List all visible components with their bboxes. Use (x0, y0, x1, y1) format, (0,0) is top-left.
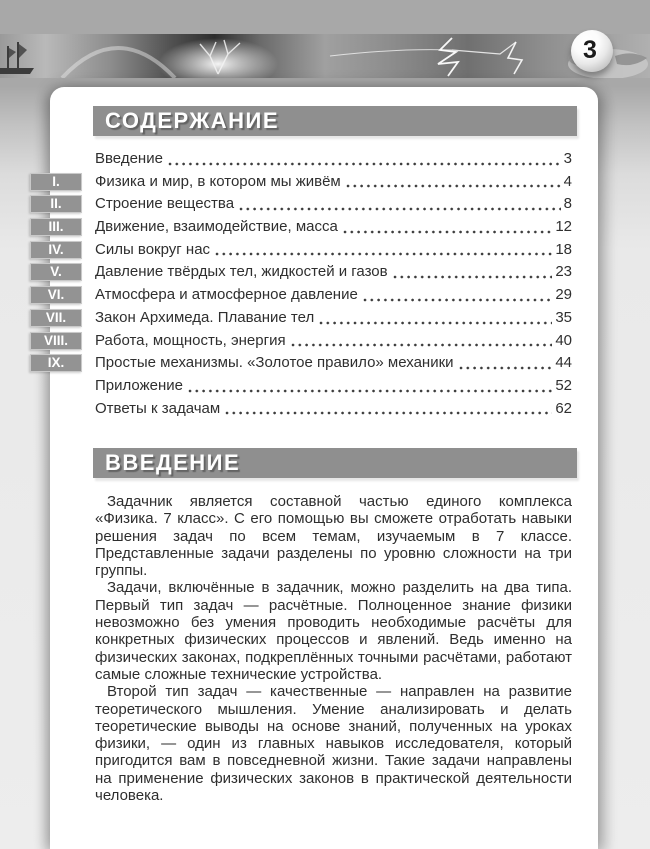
toc-row (48, 239, 572, 262)
toc-dot-leader (168, 148, 561, 171)
toc-entry-title: Физика и мир, в котором мы живём (95, 172, 341, 190)
toc-entry-title: Введение (95, 150, 163, 167)
toc-row (95, 398, 572, 421)
toc-entry-page: 18 (555, 240, 572, 258)
toc-row (95, 148, 572, 171)
toc-row (48, 216, 572, 239)
book-page (43, 87, 598, 849)
toc-entry-page: 62 (555, 399, 572, 417)
page-number-ball (571, 30, 613, 72)
toc-chapter-tab: VI. (30, 286, 82, 304)
toc-chapter-tab: IV. (30, 241, 82, 259)
toc-row (95, 375, 572, 398)
intro-text-block (95, 493, 572, 804)
toc-entry-page: 29 (555, 286, 572, 304)
toc-chapter-tab: III. (30, 218, 82, 236)
toc-dot-leader (393, 261, 553, 284)
toc-entry-page: 3 (563, 150, 572, 167)
toc-entry-page: 44 (555, 354, 572, 372)
toc-chapter-tab: IX. (30, 354, 82, 372)
toc-dot-leader (363, 284, 553, 307)
toc-row (52, 171, 572, 194)
toc-row (47, 284, 572, 307)
intro-paragraph: Задачник является составной частью единого комплекса «Физика. 7 класс». С его помощью вы сможете отработать навыки решения задач по всем темам, изучаемым в 7 классе. Представленные задачи разделены по уровню сложности на три группы. (95, 493, 572, 580)
intro-heading: ВВЕДЕНИЕ (105, 450, 241, 475)
toc-entry-page: 23 (555, 263, 572, 281)
intro-paragraph: Второй тип задач — качественные — направлен на развитие теоретического мышления. Умение анализировать и делать теоретические выводы на основе знаний, полученных на уроках физики, — один из главных навыков исследователя, который пригодится вам в повседневной жизни. Такие задачи направлены на применение физических законов в практической деятельности человека. (95, 683, 572, 805)
intro-heading-bar (93, 448, 577, 478)
toc-chapter-tab: VIII. (30, 332, 82, 350)
contents-heading-bar (93, 106, 577, 136)
toc-row (47, 352, 572, 375)
toc-dot-leader (346, 171, 561, 194)
toc-entry-page: 4 (563, 172, 572, 190)
toc-row (50, 193, 572, 216)
toc-entry-title: Движение, взаимодействие, масса (95, 218, 338, 236)
toc-row (45, 307, 572, 330)
toc-list (43, 148, 572, 420)
toc-chapter-tab: VII. (30, 309, 82, 327)
toc-entry-title: Силы вокруг нас (95, 240, 211, 258)
toc-entry-title: Приложение (95, 376, 183, 394)
intro-paragraph: Задачи, включённые в задачник, можно разделить на два типа. Первый тип задач — расчётные. Полноценное знание физики невозможно без умения проводить необходимые расчёты для конкретных физических процессов и явлений. Ведь именно на физических законах, подкреплённых точными расчётами, работают самые сложные технические устройства. (95, 579, 572, 683)
toc-chapter-tab: V. (30, 263, 82, 281)
toc-dot-leader (215, 239, 552, 262)
toc-entry-title: Простые механизмы. «Золотое правило» механики (95, 354, 454, 372)
toc-entry-page: 40 (555, 331, 572, 349)
toc-entry-page: 35 (555, 308, 572, 326)
toc-entry-title: Давление твёрдых тел, жидкостей и газов (95, 263, 388, 281)
toc-dot-leader (319, 307, 552, 330)
toc-dot-leader (239, 193, 561, 216)
toc-row (43, 330, 572, 353)
toc-row (50, 261, 572, 284)
toc-dot-leader (343, 216, 553, 239)
page-number: 3 (583, 35, 597, 64)
toc-entry-title: Строение вещества (95, 195, 235, 213)
toc-entry-title: Закон Архимеда. Плавание тел (95, 308, 315, 326)
contents-heading: СОДЕРЖАНИЕ (105, 108, 280, 133)
toc-entry-page: 52 (555, 376, 572, 394)
header-photo-strip (0, 34, 650, 78)
toc-dot-leader (225, 398, 552, 421)
toc-chapter-tab: II. (30, 195, 82, 213)
toc-entry-title: Ответы к задачам (95, 399, 221, 417)
toc-entry-title: Работа, мощность, энергия (95, 331, 286, 349)
toc-chapter-tab: I. (30, 173, 82, 191)
toc-dot-leader (188, 375, 552, 398)
toc-entry-page: 12 (555, 218, 572, 236)
toc-entry-page: 8 (563, 195, 572, 213)
toc-entry-title: Атмосфера и атмосферное давление (95, 286, 358, 304)
toc-dot-leader (291, 330, 553, 353)
toc-dot-leader (459, 352, 553, 375)
